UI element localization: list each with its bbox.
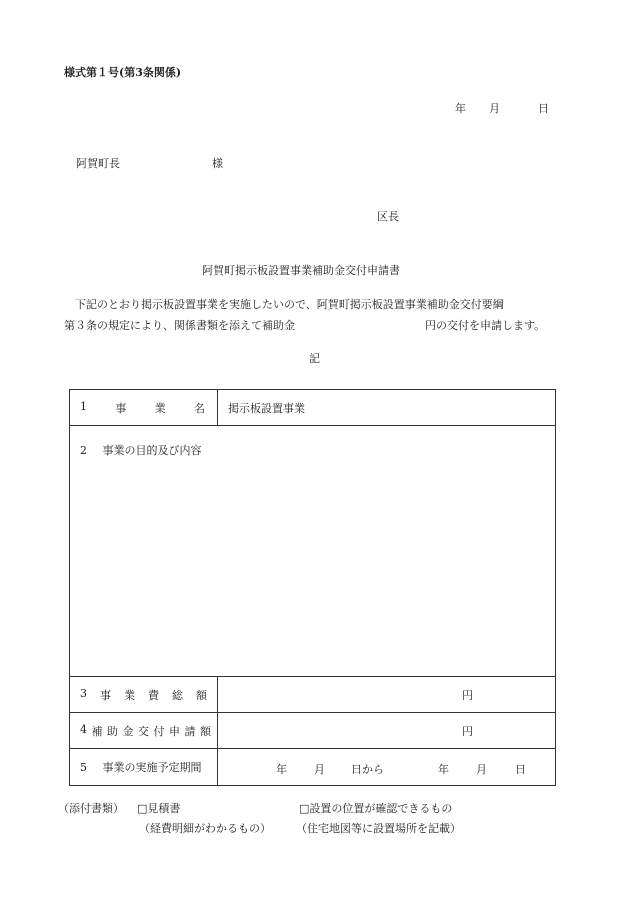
addressee-honorific: 様 xyxy=(212,157,223,170)
row3-value-cell[interactable] xyxy=(218,677,556,713)
row3-label-char: 事 xyxy=(100,688,111,702)
project-name-value: 掲示板設置事業 xyxy=(228,401,305,415)
row4-value-cell[interactable] xyxy=(218,713,556,749)
row1-label-char: 名 xyxy=(193,401,205,415)
row4-label-char: 額 xyxy=(200,724,211,738)
period-from-day: 日から xyxy=(351,763,384,776)
table-row xyxy=(70,713,556,749)
date-month-label: 月 xyxy=(489,102,500,115)
row3-label-char: 総 xyxy=(172,688,183,702)
row4-label-char: 申 xyxy=(169,724,180,738)
application-table xyxy=(69,389,556,786)
addressee-name: 阿賀町長 xyxy=(76,157,120,170)
row4-label-char: 交 xyxy=(138,724,149,738)
period-to-day: 日 xyxy=(515,763,526,776)
attachments-heading: （添付書類） xyxy=(58,802,124,815)
ki-label: 記 xyxy=(309,352,320,365)
row3-number: 3 xyxy=(80,686,87,700)
date-day-label: 日 xyxy=(538,102,549,115)
row4-label-cell xyxy=(70,713,218,749)
row4-label-char: 金 xyxy=(122,724,134,738)
row4-label-char: 付 xyxy=(153,724,165,738)
row4-label-char: 請 xyxy=(184,724,196,738)
period-from-year: 年 xyxy=(276,763,287,776)
row4-number: 4 xyxy=(80,722,87,736)
attachment-estimate-note: （経費明細がわかるもの） xyxy=(139,822,271,835)
row1-number: 1 xyxy=(80,399,87,413)
row1-label-cell xyxy=(70,390,218,426)
row2-cell[interactable] xyxy=(70,426,556,677)
row1-label-char: 業 xyxy=(154,401,166,415)
form-number: 様式第１号(第3条関係) xyxy=(64,66,182,79)
table-row xyxy=(70,390,556,426)
document-title: 阿賀町掲示板設置事業補助金交付申請書 xyxy=(202,264,400,277)
attachment-estimate-checkbox[interactable]: □見積書 xyxy=(137,802,181,815)
attachment-location-checkbox[interactable]: □設置の位置が確認できるもの xyxy=(299,802,453,815)
row2-number: 2 xyxy=(80,444,87,457)
row1-label-char: 事 xyxy=(115,401,127,415)
row5-value-cell[interactable] xyxy=(218,749,556,786)
body-text-line1: 下記のとおり掲示板設置事業を実施したいので、阿賀町掲示板設置事業補助金交付要綱 xyxy=(75,298,504,311)
table-row xyxy=(70,677,556,713)
row3-label-char: 業 xyxy=(124,688,135,702)
date-year-label: 年 xyxy=(455,102,466,115)
period-to-month: 月 xyxy=(476,763,487,776)
table-row xyxy=(70,426,556,677)
body-text-line2b: 円の交付を申請します。 xyxy=(425,319,546,332)
applicant-label: 区長 xyxy=(377,210,399,223)
period-from-month: 月 xyxy=(314,763,325,776)
attachment-location-note: （住宅地図等に設置場所を記載） xyxy=(296,822,461,835)
row2-label: 事業の目的及び内容 xyxy=(102,444,202,457)
body-text-line2a: 第３条の規定により、関係書類を添えて補助金 xyxy=(64,319,295,332)
row5-label: 事業の実施予定期間 xyxy=(102,761,202,774)
row3-label-char: 額 xyxy=(196,688,207,702)
period-to-year: 年 xyxy=(438,763,449,776)
row3-label-char: 費 xyxy=(148,688,159,702)
row5-label-cell xyxy=(70,749,218,786)
row1-value-cell[interactable] xyxy=(218,390,556,426)
row4-unit: 円 xyxy=(462,724,473,738)
row3-label-cell xyxy=(70,677,218,713)
table-row xyxy=(70,749,556,786)
row5-number: 5 xyxy=(80,761,87,774)
row4-label-char: 補 xyxy=(91,724,103,738)
row3-unit: 円 xyxy=(462,688,473,702)
row4-label-char: 助 xyxy=(107,724,118,738)
